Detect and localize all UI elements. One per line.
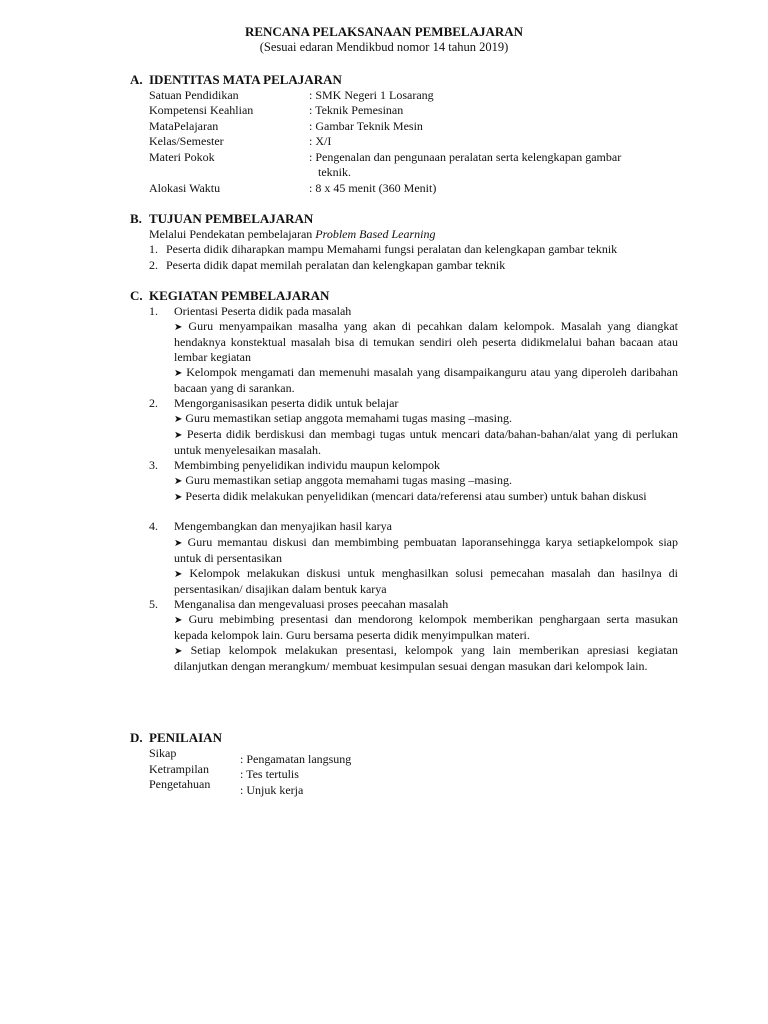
step-bullet: ➤ Guru menyampaikan masalha yang akan di pecahkan dalam kelompok. Masalah yang diangkat hendaknya konstektual masalah bisa di temukan sendiri oleh peserta didikmelalui bahan bacaan atau lembar kegiatan: [174, 319, 679, 364]
step-title: Mengembangkan dan menyajikan hasil karya: [174, 519, 392, 533]
step-bullet: ➤ Kelompok mengamati dan memenuhi masalah yang disampaikanguru atau yang diperoleh daribahan bacaan yang di sarankan.: [174, 365, 678, 395]
step-bullet: ➤ Guru memastikan setiap anggota memahami tugas masing –masing.: [174, 473, 512, 487]
arrowhead-bullet-icon: ➤: [174, 492, 183, 503]
field-value: : X/I: [309, 134, 332, 148]
field-value: : 8 x 45 menit (360 Menit): [309, 181, 437, 195]
field-label: MataPelajaran: [149, 119, 219, 133]
assessment-label: Sikap: [149, 746, 177, 760]
list-number: 2.: [149, 258, 158, 272]
step-bullet: ➤ Guru memantau diskusi dan membimbing pembuatan laporansehingga karya setiapkelompok siap untuk di persentasikan: [174, 535, 678, 565]
arrowhead-bullet-icon: ➤: [174, 476, 183, 487]
field-label: Kompetensi Keahlian: [149, 103, 254, 117]
step-title: Membimbing penyelidikan individu maupun kelompok: [174, 458, 440, 472]
document-title: RENCANA PELAKSANAAN PEMBELAJARAN: [244, 24, 524, 39]
step-number: 5.: [149, 597, 158, 611]
step-bullet: ➤ Guru mebimbing presentasi dan mendorong kelompok memberikan penghargaan serta masukan kepada kelompok lain. Guru bersama peserta didik menyimpulkan materi.: [174, 612, 679, 642]
field-value: : SMK Negeri 1 Losarang: [309, 88, 434, 102]
section-b-heading: B. TUJUAN PEMBELAJARAN: [130, 211, 314, 226]
assessment-label: Pengetahuan: [149, 777, 211, 791]
field-label: Materi Pokok: [149, 150, 215, 164]
field-value: : Pengenalan dan pengunaan peralatan serta kelengkapan gambar: [309, 150, 622, 164]
step-bullet: ➤ Guru memastikan setiap anggota memahami tugas masing –masing.: [174, 411, 512, 425]
arrowhead-bullet-icon: ➤: [174, 414, 183, 425]
assessment-value: : Tes tertulis: [240, 767, 299, 781]
step-number: 1.: [149, 304, 158, 318]
document-subtitle: (Sesuai edaran Mendikbud nomor 14 tahun 2019): [259, 40, 509, 54]
arrowhead-bullet-icon: ➤: [174, 538, 183, 549]
field-value-continued: teknik.: [318, 165, 351, 179]
arrowhead-bullet-icon: ➤: [174, 430, 183, 441]
step-number: 3.: [149, 458, 158, 472]
section-c-heading: C. KEGIATAN PEMBELAJARAN: [130, 288, 330, 303]
arrowhead-bullet-icon: ➤: [174, 322, 183, 333]
arrowhead-bullet-icon: ➤: [174, 569, 183, 580]
assessment-label: Ketrampilan: [149, 762, 209, 776]
assessment-value: : Pengamatan langsung: [240, 752, 352, 766]
arrowhead-bullet-icon: ➤: [174, 615, 183, 626]
field-label: Kelas/Semester: [149, 134, 224, 148]
section-d-heading: D. PENILAIAN: [130, 730, 222, 745]
objective-intro: Melalui Pendekatan pembelajaran Problem Based Learning: [149, 227, 436, 241]
field-label: Satuan Pendidikan: [149, 88, 239, 102]
step-bullet: ➤ Kelompok melakukan diskusi untuk menghasilkan solusi pemecahan masalah dan hasilnya di persentasikan/ disajikan dalam bentuk karya: [174, 566, 678, 596]
step-bullet: ➤ Peserta didik berdiskusi dan membagi tugas untuk mencari data/bahan-bahan/alat yang di perlukan untuk menyelesaikan masalah.: [174, 427, 679, 457]
objective-item: Peserta didik diharapkan mampu Memahami fungsi peralatan dan kelengkapan gambar teknik: [166, 242, 618, 256]
arrowhead-bullet-icon: ➤: [174, 368, 183, 379]
arrowhead-bullet-icon: ➤: [174, 646, 183, 657]
objective-item: Peserta didik dapat memilah peralatan dan kelengkapan gambar teknik: [166, 258, 506, 272]
field-label: Alokasi Waktu: [149, 181, 221, 195]
step-number: 2.: [149, 396, 158, 410]
assessment-value: : Unjuk kerja: [240, 783, 304, 797]
step-title: Orientasi Peserta didik pada masalah: [174, 304, 352, 318]
step-number: 4.: [149, 519, 158, 533]
list-number: 1.: [149, 242, 158, 256]
section-a-heading: A. IDENTITAS MATA PELAJARAN: [130, 72, 342, 87]
field-value: : Gambar Teknik Mesin: [309, 119, 423, 133]
step-title: Mengorganisasikan peserta didik untuk belajar: [174, 396, 399, 410]
field-value: : Teknik Pemesinan: [309, 103, 404, 117]
step-title: Menganalisa dan mengevaluasi proses peecahan masalah: [174, 597, 449, 611]
step-bullet: ➤ Peserta didik melakukan penyelidikan (mencari data/referensi atau sumber) untuk bahan diskusi: [174, 489, 647, 503]
step-bullet: ➤ Setiap kelompok melakukan presentasi, kelompok yang lain memberikan apresiasi kegiatan dilanjutkan dengan merangkum/ membuat kesimpulan sesuai dengan masukan dari kelompok lain.: [174, 643, 679, 673]
